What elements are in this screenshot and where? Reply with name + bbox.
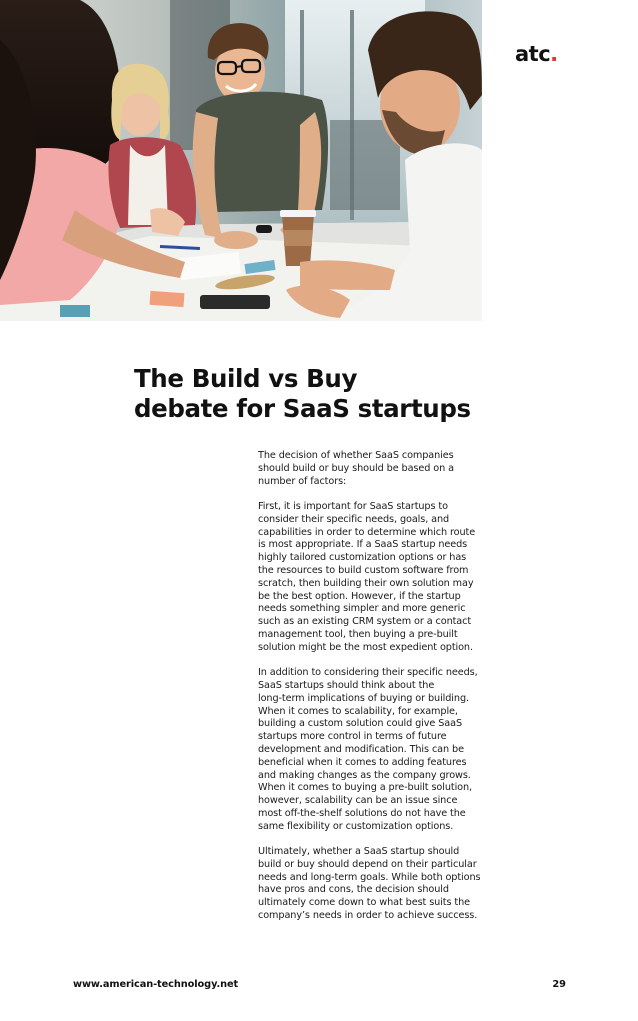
article-body [258,450,490,935]
atc-logo [515,44,558,65]
text-line: same flexibility or customization options. [258,820,454,832]
text-line: most off-the-shelf solutions do not have the [258,807,466,819]
paragraph-long-term [258,667,490,833]
text-line: In addition to considering their specific needs, [258,667,478,679]
logo-dot: . [550,42,558,66]
page-number: 29 [552,979,566,990]
team-meeting-illustration [0,0,482,321]
text-line: number of factors: [258,475,347,487]
text-line: needs something simpler and more generic [258,603,466,615]
article-title [134,364,574,424]
title-line: debate for SaaS startups [134,394,471,423]
text-line: management tool, then buying a pre-built [258,628,458,640]
text-line: the resources to build custom software from [258,564,469,576]
text-line: When it comes to scalability, for example, [258,705,458,717]
text-line: First, it is important for SaaS startups to [258,500,448,512]
text-line: needs and long-term goals. While both options [258,871,481,883]
text-line: The decision of whether SaaS companies [258,450,454,461]
text-line: and making changes as the company grows. [258,769,471,781]
footer-website-link[interactable]: www.american-technology.net [73,979,239,990]
text-line: company’s needs in order to achieve success. [258,910,478,922]
text-line: When it comes to buying a pre-built solution, [258,782,473,794]
text-line: Ultimately, whether a SaaS startup should [258,846,460,858]
text-line: ultimately come down to what best suits the [258,897,471,909]
text-line: solution might be the most expedient option. [258,641,473,653]
text-line: capabilities in order to determine which route [258,526,476,538]
text-line: consider their specific needs, goals, and [258,513,450,525]
text-line: however, scalability can be an issue since [258,795,458,807]
paragraph-intro [258,450,490,488]
hero-photo [0,0,482,321]
text-line: scratch, then building their own solution may [258,577,474,589]
text-line: have pros and cons, the decision should [258,884,449,896]
paragraph-specific-needs [258,501,490,655]
text-line: be the best option. However, if the startup [258,590,461,602]
text-line: long-term implications of buying or building. [258,692,469,704]
text-line: such as an existing CRM system or a contact [258,616,472,628]
text-line: highly tailored customization options or has [258,552,467,564]
paragraph-conclusion [258,846,490,923]
text-line: build or buy should depend on their particular [258,858,477,870]
logo-text: atc [515,42,551,66]
text-line: should build or buy should be based on a [258,462,454,474]
text-line: building a custom solution could give SaaS [258,718,462,730]
text-line: development and modification. This can be [258,743,464,755]
text-line: beneficial when it comes to adding features [258,756,467,768]
text-line: is most appropriate. If a SaaS startup needs [258,539,468,551]
text-line: startups more control in terms of future [258,731,447,743]
title-line: The Build vs Buy [134,364,358,393]
text-line: SaaS startups should think about the [258,679,435,691]
